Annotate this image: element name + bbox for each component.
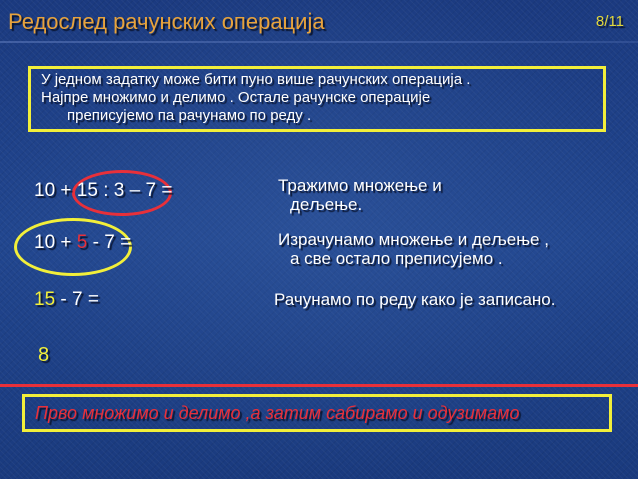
note2-line-2: а све остало преписујемо . (290, 249, 503, 268)
title-underline (0, 41, 638, 43)
page-number: 8/11 (595, 13, 624, 30)
intro-box (28, 66, 606, 132)
step3-highlight: 15 (34, 289, 56, 310)
step2-suffix: - 7 = (87, 232, 132, 253)
note-compute-in-order: Рачунамо по реду како је записано. (274, 290, 556, 309)
rule-text: Прво множимо и делимо ,а затим сабирамо и одузимамо (35, 403, 520, 423)
expression-step-2 (34, 232, 131, 254)
expression-step-3 (34, 289, 99, 311)
step1-suffix: – 7 = (124, 180, 173, 201)
step1-highlight: 15 : 3 (76, 180, 125, 201)
step1-prefix: 10 + (34, 180, 77, 201)
expression-step-1 (34, 180, 172, 202)
rule-box (22, 394, 612, 432)
intro-line-3: преписујемо па рачунамо по реду . (67, 107, 312, 124)
note-find-operations (278, 176, 528, 214)
step3-suffix: - 7 = (55, 289, 99, 310)
note1-line-1: Тражимо множење и (278, 176, 442, 195)
note1-line-2: дељење. (290, 195, 363, 214)
intro-line-1: У једном задатку може бити пуно више рачунских операција . (41, 71, 471, 88)
intro-line-2: Најпре множимо и делимо . Остале рачунске операције (41, 89, 431, 106)
note2-line-1: Израчунамо множење и дељење , (278, 230, 549, 249)
slide-title: Редослед рачунских операција (8, 9, 325, 34)
final-result: 8 (38, 344, 50, 366)
step2-highlight: 5 (76, 232, 88, 253)
step2-prefix: 10 + (34, 232, 77, 253)
note-compute-operations (278, 230, 628, 268)
red-divider (0, 384, 638, 387)
